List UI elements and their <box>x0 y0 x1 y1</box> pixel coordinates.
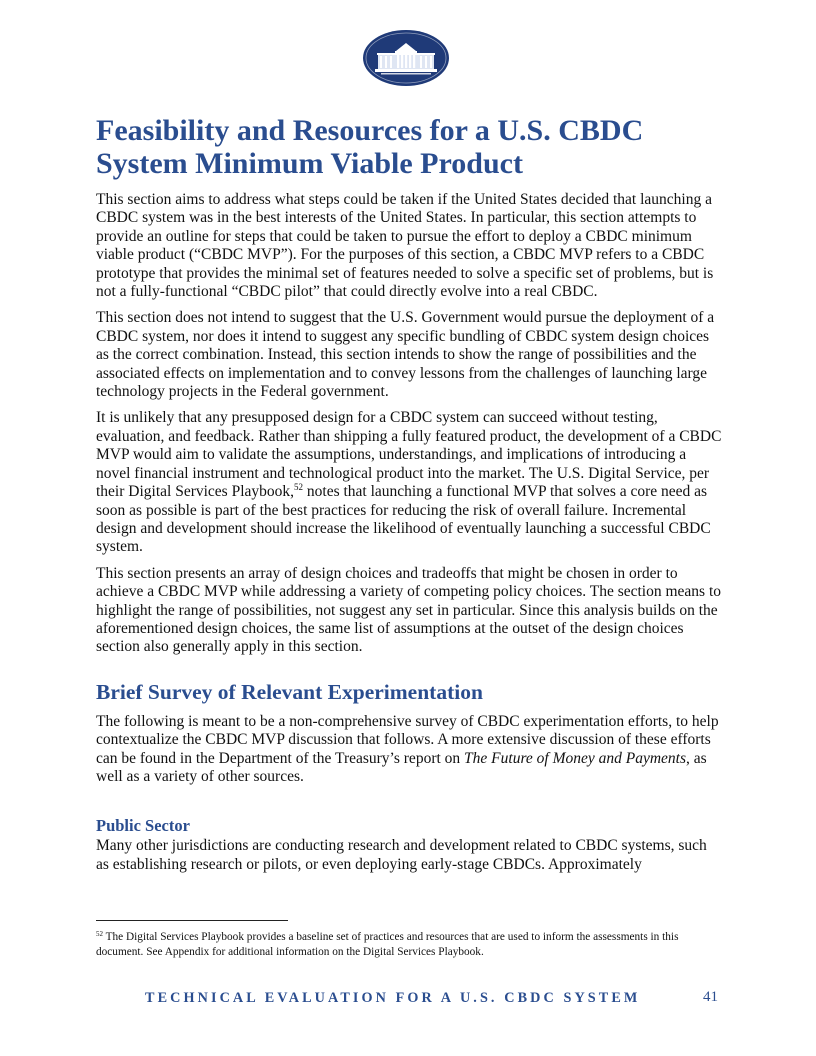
survey-text-start: The following is meant to be a non-comprehensive survey of CBDC experimentation efforts, to help contextualize the CBDC MVP discussion that follows. A more extensive discussion of these efforts can be found in the Department of the Treasury’s report on <box>96 712 719 767</box>
playbook-text-end: notes that launching a functional MVP that solves a core need as soon as possible is part of the best practices for reducing the risk of overall failure. Incremental design and development should increase the likelihood of eventually launching a successful CBDC system. <box>96 483 711 556</box>
design-choices-paragraph: This section presents an array of design choices and tradeoffs that might be chosen in order to achieve a CBDC MVP while addressing a variety of competing policy choices. The section means to highlight the range of possibilities, not suggest any set in particular. Since this analysis builds on the aforementioned design choices, the same list of assumptions at the outset of the design choices section also generally apply in this section. <box>96 564 722 656</box>
page-number: 41 <box>703 989 718 1005</box>
survey-paragraph <box>96 713 722 787</box>
subsection-heading-public-sector: Public Sector <box>96 816 190 836</box>
white-house-seal-icon <box>363 30 449 86</box>
footnote-text: The Digital Services Playbook provides a baseline set of practices and resources that are used to inform the assessments in this document. See Appendix for additional information on the Digital Services Playbook. <box>96 931 679 958</box>
survey-text-end: , as well as a variety of other sources. <box>96 749 707 785</box>
playbook-text-start: It is unlikely that any presupposed design for a CBDC system can succeed without testing, evaluation, and feedback. Rather than shipping a fully featured product, the development of a CBDC MVP would aim to validate the assumptions, understandings, and implications of introducing a novel financial instrument and technological product into the market. The U.S. Digital Service, per their Digital Services Playbook, <box>96 409 722 501</box>
footnote-divider <box>96 920 288 921</box>
footnote-number: 52 <box>96 930 103 938</box>
intro-paragraph-2: This section does not intend to suggest that the U.S. Government would pursue the deployment of a CBDC system, nor does it intend to suggest any specific bundling of CBDC system design choices as the correct combination. Instead, this section intends to show the range of possibilities and the associated effects on implementation and to convey lessons from the challenges of launching large technology projects in the Federal government. <box>96 309 715 401</box>
footnote <box>96 930 716 960</box>
intro-paragraph-1: This section aims to address what steps could be taken if the United States decided that launching a CBDC system was in the best interests of the United States. In particular, this section attempts to provide an outline for steps that could be taken to pursue the effort to deploy a CBDC minimum viable product (“CBDC MVP”). For the purposes of this section, a CBDC MVP refers to a CBDC prototype that provides the minimal set of features needed to solve a specific set of problems, but is not a fully-functional “CBDC pilot” that could directly evolve into a real CBDC. <box>96 191 714 301</box>
playbook-paragraph <box>96 409 722 556</box>
public-sector-paragraph: Many other jurisdictions are conducting research and development related to CBDC systems, such as establishing research or pilots, or even deploying early-stage CBDCs. Approximately <box>96 837 707 873</box>
footnote-reference[interactable]: 52 <box>294 482 304 493</box>
main-content <box>96 114 722 882</box>
report-title: The Future of Money and Payments <box>464 749 687 767</box>
section-heading-experimentation: Brief Survey of Relevant Experimentation <box>96 679 483 704</box>
running-footer-title: TECHNICAL EVALUATION FOR A U.S. CBDC SYSTEM <box>145 990 641 1006</box>
page-title: Feasibility and Resources for a U.S. CBDC System Minimum Viable Product <box>96 114 644 180</box>
